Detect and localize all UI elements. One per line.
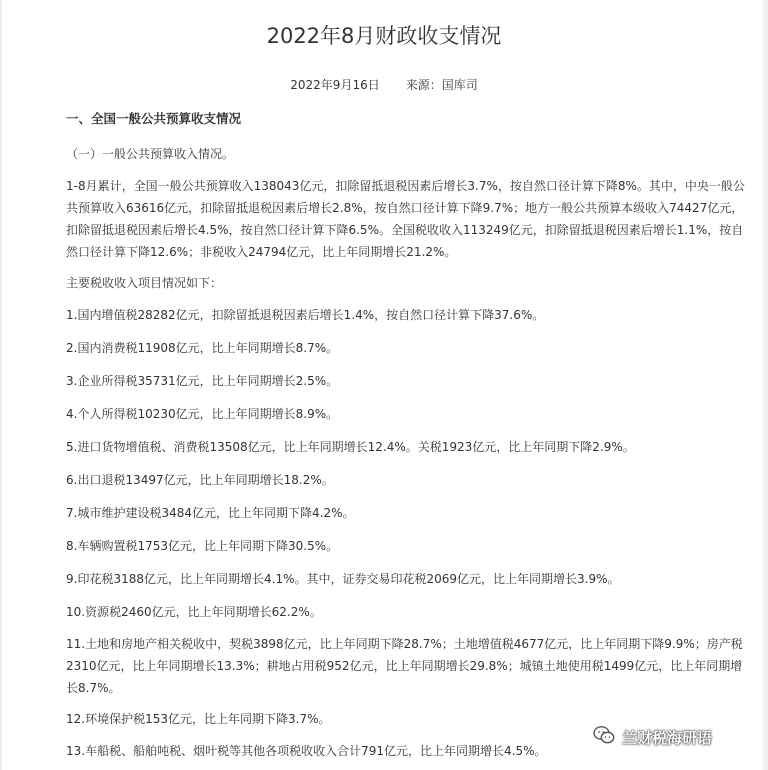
frame-left-border bbox=[0, 0, 2, 770]
tax-item-9: 9.印花税3188亿元，比上年同期增长4.1%。其中，证券交易印花税2069亿元，比上年同期增长3.9%。 bbox=[66, 572, 620, 586]
publish-date: 2022年9月16日 bbox=[290, 78, 380, 92]
wechat-icon bbox=[592, 723, 616, 751]
summary-paragraph: 1-8月累计，全国一般公共预算收入138043亿元，扣除留抵退税因素后增长3.7%，按自然口径计算下降8%。其中，中央一般公共预算收入63616亿元，扣除留抵退税因素后增长2.8%，按自然口径计算下降9.7%；地方一般公共预算本级收入74427亿元，扣除留抵退税因素后增长4.5%，按自然口径计算下降6.5%。全国税收收入113249亿元，扣除留抵退税因素后增长1.1%，按自然口径计算下降12.6%；非税收入24794亿元，比上年同期增长21.2%。 bbox=[66, 179, 745, 259]
section-heading: 一、全国一般公共预算收支情况 bbox=[66, 111, 242, 126]
tax-item-8: 8.车辆购置税1753亿元，比上年同期下降30.5%。 bbox=[66, 539, 339, 553]
tax-item-1: 1.国内增值税28282亿元，扣除留抵退税因素后增长1.4%，按自然口径计算下降37.6%。 bbox=[66, 308, 545, 322]
tax-item-13: 13.车船税、船舶吨税、烟叶税等其他各项税收收入合计791亿元，比上年同期增长4.5%。 bbox=[66, 744, 547, 758]
tax-item-5: 5.进口货物增值税、消费税13508亿元，比上年同期增长12.4%。关税1923亿元，比上年同期下降2.9%。 bbox=[66, 440, 635, 454]
watermark bbox=[592, 724, 762, 750]
tax-item-2: 2.国内消费税11908亿元，比上年同期增长8.7%。 bbox=[66, 341, 339, 355]
tax-item-4: 4.个人所得税10230亿元，比上年同期增长8.9%。 bbox=[66, 407, 339, 421]
page-title: 2022年8月财政收支情况 bbox=[266, 24, 502, 48]
frame-right-border bbox=[763, 0, 768, 770]
tax-item-7: 7.城市维护建设税3484亿元，比上年同期下降4.2%。 bbox=[66, 506, 355, 520]
tax-item-6: 6.出口退税13497亿元，比上年同期增长18.2%。 bbox=[66, 473, 334, 487]
tax-item-10: 10.资源税2460亿元，比上年同期增长62.2%。 bbox=[66, 605, 322, 619]
watermark-text: 兰财税海研语 bbox=[622, 728, 713, 747]
article-source: 来源：国库司 bbox=[405, 78, 478, 92]
article-meta bbox=[0, 76, 768, 93]
tax-item-12: 12.环境保护税153亿元，比上年同期下降3.7%。 bbox=[66, 712, 331, 726]
tax-item-3: 3.企业所得税35731亿元，比上年同期增长2.5%。 bbox=[66, 374, 339, 388]
tax-list-intro: 主要税收收入项目情况如下： bbox=[66, 276, 223, 290]
tax-item-11: 11.土地和房地产相关税收中，契税3898亿元，比上年同期下降28.7%；土地增值税4677亿元，比上年同期下降9.9%；房产税2310亿元，比上年同期增长13.3%；耕地占用税952亿元，比上年同期增长29.8%；城镇土地使用税1499亿元，比上年同期增长8.7%。 bbox=[66, 637, 743, 695]
subsection-heading: （一）一般公共预算收入情况。 bbox=[66, 147, 235, 161]
